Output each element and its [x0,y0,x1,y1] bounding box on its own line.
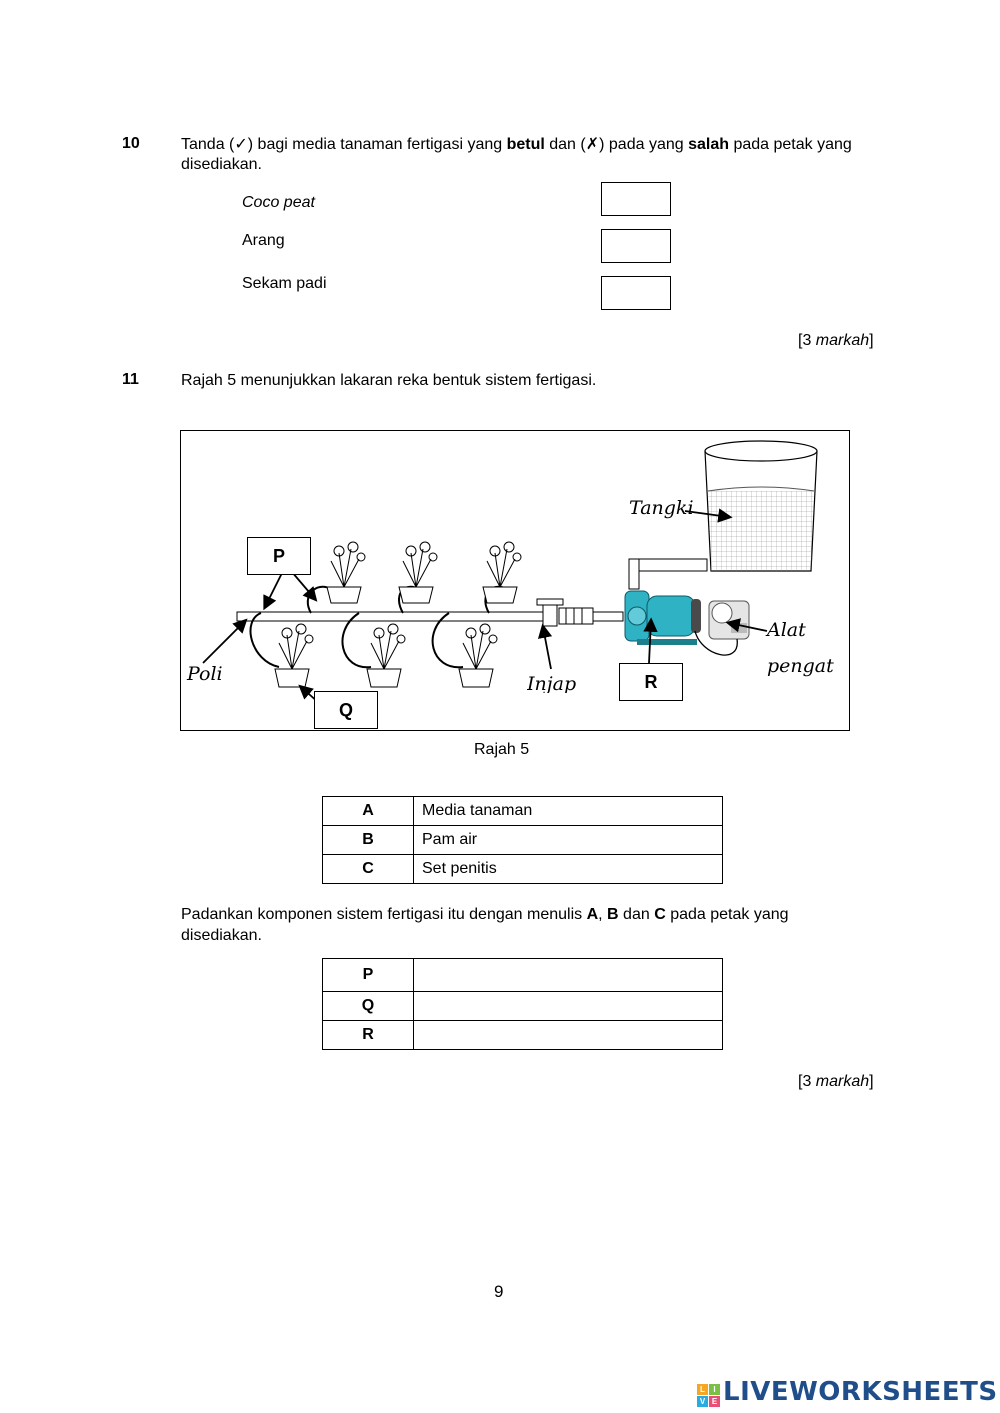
value-cell: Pam air [414,826,723,855]
tank-outlet-pipe [629,559,707,589]
label-poli: Poli [187,663,223,685]
key-cell: B [323,826,414,855]
label-box-p: P [247,537,311,575]
table-row [323,797,723,826]
q10-marks: [3 markah] [798,332,874,349]
water-pump [625,591,701,645]
answer-input-p[interactable] [414,959,723,992]
key-cell: R [323,1021,414,1050]
table-row [323,826,723,855]
label-box-r: R [619,663,683,701]
answer-box-arang[interactable] [601,229,671,263]
question-11-number: 11 [122,371,139,388]
injector-valve [537,599,623,626]
answer-box-sekam-padi[interactable] [601,276,671,310]
question-10-text: Tanda (✓) bagi media tanaman fertigasi yang betul dan (✗) pada yang salah pada petak yang disediakan. [181,136,852,173]
label-injap: Injap [527,673,577,693]
answer-box-coco-peat[interactable] [601,182,671,216]
label-tangki: Tangki [629,497,694,519]
label-alat: Alat [767,619,806,641]
key-cell: A [323,797,414,826]
value-cell: Set penitis [414,855,723,884]
answer-input-q[interactable] [414,992,723,1021]
brand-logo [697,1377,998,1407]
figure-rajah-5 [180,430,850,731]
poly-pipe [237,612,557,621]
figure-caption: Rajah 5 [474,741,530,758]
answer-input-r[interactable] [414,1021,723,1050]
key-table [322,796,723,884]
drip-lines [251,587,507,667]
label-box-q: Q [314,691,378,729]
key-cell: Q [323,992,414,1021]
option-sekam-padi-label: Sekam padi [242,275,327,292]
value-cell: Media tanaman [414,797,723,826]
table-row [323,855,723,884]
brand-cube-icon: L I V E [697,1384,720,1407]
tank-drawing [705,441,817,571]
lower-plant-pots [275,669,493,687]
page-number: 9 [494,1282,504,1301]
question-11-instruction: Padankan komponen sistem fertigasi itu dengan menulis A, B dan C pada petak yang disediakan. [181,906,789,944]
label-pengat: pengat [767,655,834,677]
brand-name: LIVEWORKSHEETS [723,1377,998,1407]
upper-plants [331,542,521,587]
q11-marks: [3 markah] [798,1073,874,1090]
fertigation-diagram [181,431,849,730]
upper-plant-pots [327,587,517,603]
option-arang-label: Arang [242,232,285,249]
lower-plants [279,624,497,669]
table-row [323,1021,723,1050]
question-11-intro: Rajah 5 menunjukkan lakaran reka bentuk sistem fertigasi. [181,372,597,389]
answer-table [322,958,723,1050]
timer-device [709,601,749,639]
option-coco-peat-label: Coco peat [242,194,315,211]
table-row [323,992,723,1021]
key-cell: C [323,855,414,884]
table-row [323,959,723,992]
question-10-number: 10 [122,135,140,152]
key-cell: P [323,959,414,992]
